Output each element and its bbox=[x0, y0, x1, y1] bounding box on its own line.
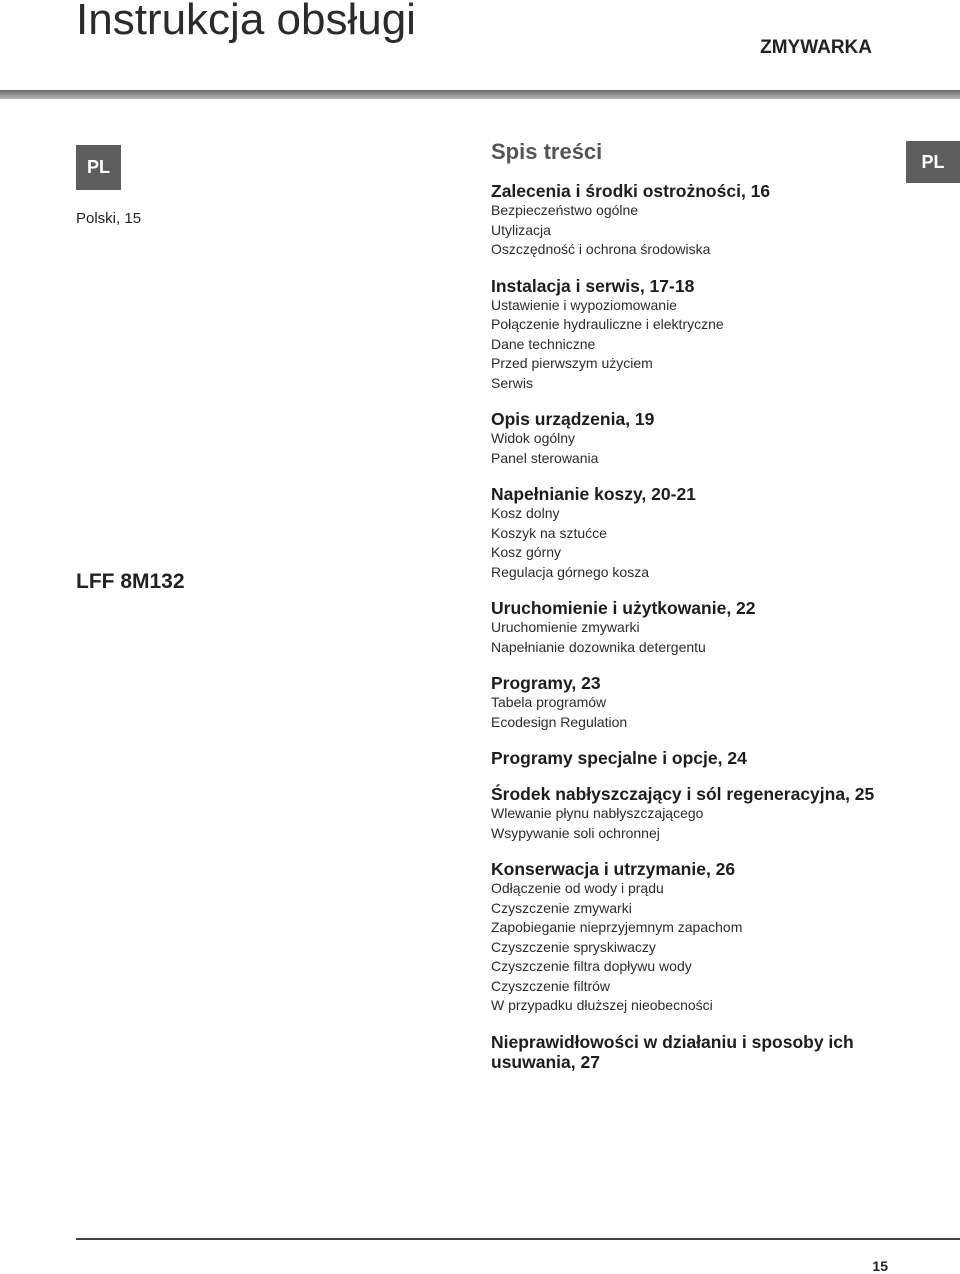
toc-item: Odłączenie od wody i prądu bbox=[491, 880, 664, 896]
toc-item-list bbox=[491, 879, 881, 1016]
toc-item: Ustawienie i wypoziomowanie bbox=[491, 296, 677, 313]
toc-item-list bbox=[491, 504, 881, 582]
toc-section-heading: Konserwacja i utrzymanie, 26 bbox=[491, 859, 736, 879]
toc-item: Zapobieganie nieprzyjemnym zapachom bbox=[491, 919, 743, 935]
toc-section-heading: Opis urządzenia, 19 bbox=[491, 409, 655, 429]
toc-section bbox=[491, 598, 881, 657]
toc-section-heading: Uruchomienie i użytkowanie, 22 bbox=[491, 598, 756, 618]
table-of-contents bbox=[491, 181, 881, 1072]
toc-item: Widok ogólny bbox=[491, 430, 576, 446]
toc-title: Spis treści bbox=[491, 139, 603, 164]
toc-section-heading: Instalacja i serwis, 17-18 bbox=[491, 275, 695, 296]
toc-section-heading: Zalecenia i środki ostrożności, 16 bbox=[491, 181, 771, 201]
toc-item-list bbox=[491, 618, 881, 657]
toc-item: Czyszczenie filtrów bbox=[491, 977, 611, 994]
toc-section bbox=[491, 484, 881, 582]
language-tag: PL bbox=[76, 145, 121, 190]
toc-item: Koszyk na sztućce bbox=[491, 524, 607, 541]
toc-item: Dane techniczne bbox=[491, 335, 596, 352]
toc-item: Utylizacja bbox=[491, 221, 551, 238]
toc-section bbox=[491, 409, 881, 468]
toc-item-list bbox=[491, 201, 881, 260]
toc-item: Uruchomienie zmywarki bbox=[491, 619, 640, 635]
toc-item-list bbox=[491, 296, 881, 394]
toc-item: Czyszczenie zmywarki bbox=[491, 899, 632, 916]
toc-item-list bbox=[491, 804, 881, 843]
toc-item: Oszczędność i ochrona środowiska bbox=[491, 241, 711, 257]
toc-section bbox=[491, 784, 881, 843]
toc-item: Bezpieczeństwo ogólne bbox=[491, 202, 639, 218]
toc-item: Czyszczenie spryskiwaczy bbox=[491, 938, 656, 955]
toc-item: Kosz górny bbox=[491, 544, 562, 560]
toc-item: W przypadku dłuższej nieobecności bbox=[491, 997, 713, 1013]
toc-section-heading: Nieprawidłowości w działaniu i sposoby ich usuwania, 27 bbox=[491, 1031, 854, 1072]
toc-section-heading: Programy specjalne i opcje, 24 bbox=[491, 748, 747, 768]
toc-item: Tabela programów bbox=[491, 694, 607, 710]
document-subtitle: ZMYWARKA bbox=[760, 37, 872, 58]
toc-item: Kosz dolny bbox=[491, 505, 560, 521]
toc-item: Czyszczenie filtra dopływu wody bbox=[491, 958, 692, 974]
footer-divider bbox=[76, 1238, 960, 1240]
toc-item-list bbox=[491, 429, 881, 468]
toc-section bbox=[491, 673, 881, 732]
document-title: Instrukcja obsługi bbox=[76, 0, 416, 44]
toc-section bbox=[491, 276, 881, 394]
toc-item-list bbox=[491, 693, 881, 732]
toc-section bbox=[491, 859, 881, 1016]
toc-item: Napełnianie dozownika detergentu bbox=[491, 638, 706, 655]
toc-section-heading: Środek nabłyszczający i sól regeneracyjna, 25 bbox=[491, 784, 875, 804]
toc-section-heading: Napełnianie koszy, 20-21 bbox=[491, 484, 696, 504]
toc-item: Przed pierwszym użyciem bbox=[491, 355, 653, 371]
toc-item: Wsypywanie soli ochronnej bbox=[491, 824, 660, 841]
toc-item: Połączenie hydrauliczne i elektryczne bbox=[491, 316, 724, 332]
toc-item: Ecodesign Regulation bbox=[491, 713, 628, 730]
page-number: 15 bbox=[872, 1258, 888, 1274]
toc-section bbox=[491, 1032, 881, 1072]
language-page-reference: Polski, 15 bbox=[76, 210, 142, 227]
model-number: LFF 8M132 bbox=[76, 570, 185, 593]
toc-section bbox=[491, 748, 881, 768]
toc-item: Serwis bbox=[491, 374, 534, 391]
toc-item: Panel sterowania bbox=[491, 449, 599, 466]
toc-section bbox=[491, 181, 881, 260]
toc-section-heading: Programy, 23 bbox=[491, 673, 601, 693]
toc-item: Regulacja górnego kosza bbox=[491, 563, 649, 580]
toc-item: Wlewanie płynu nabłyszczającego bbox=[491, 805, 704, 821]
header-divider bbox=[0, 90, 960, 99]
language-tab-right: PL bbox=[906, 141, 960, 183]
